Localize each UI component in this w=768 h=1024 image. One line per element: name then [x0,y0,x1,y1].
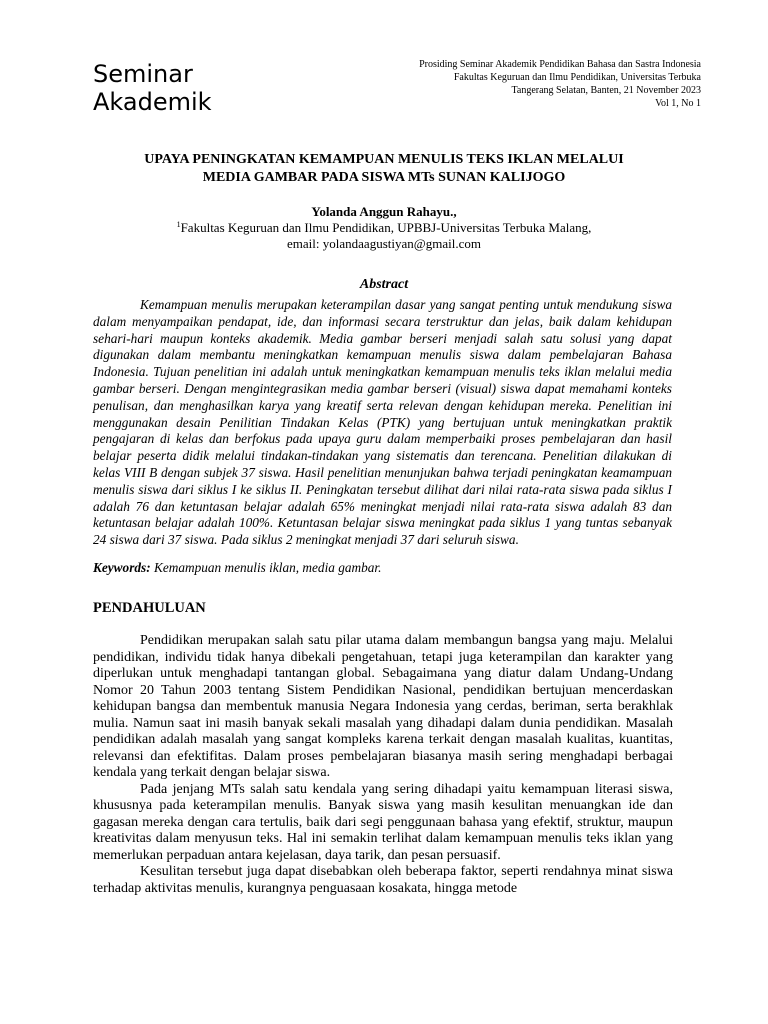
section-body [93,633,673,897]
affiliation-text: Fakultas Keguruan dan Ilmu Pendidikan, UPBBJ-Universitas Terbuka Malang, [180,220,592,235]
section-heading: PENDAHULUAN [93,600,206,616]
abstract-text: Kemampuan menulis merupakan keterampilan dasar yang sangat penting untuk mendukung siswa dalam menyampaikan pendapat, ide, dan informasi secara terstruktur dan jelas, baik dalam kehidupan sehari-hari maupun konteks akademik. Media gambar berseri menjadi salah satu solusi yang dapat digunakan dalam membantu meningkatkan kemampuan menulis siswa dalam pembelajaran Bahasa Indonesia. Tujuan penelitian ini adalah untuk meningkatkan kemampuan menulis teks iklan melalui media gambar berseri. Dengan mengintegrasikan media gambar berseri (visual) siswa dapat memahami konteks penulisan, dan menghasilkan karya yang kreatif serta relevan dengan kehidupan mereka. Penelitian ini menggunakan desain Penilitian Tindakan Kelas (PTK) yang bertujuan untuk meningkatkan praktik pengajaran di kelas dan berfokus pada upaya guru dalam memperbaiki proses pembelajaran dan hasil belajar peserta didik melalui tindakan-tindakan yang sistematis dan terencana. Penelitian dilakukan di kelas VIII B dengan subjek 37 siswa. Hasil penelitian menunjukan bahwa terjadi peningkatan keamampuan menulis siswa dari siklus I ke siklus II. Peningkatan tersebut dilihat dari nilai rata-rata siswa pada siklus I adalah 76 dan ketuntasan belajar adalah 65% meningkat menjadi nilai rata-rata siswa adalah 83 dan ketuntasan belajar adalah 100%. Ketuntasan belajar siswa meningkat pada siklus 1 yang tuntas sebanyak 24 siswa dari 37 siswa. Pada siklus 2 meningkat menjadi 37 dari seluruh siswa. [93,297,672,548]
body-paragraph: Pada jenjang MTs salah satu kendala yang sering dihadapi yaitu kemampuan literasi siswa, khususnya pada keterampilan menulis. Banyak siswa yang masih kesulitan menuangkan ide dan gagasan mereka dengan cara tertulis, baik dari segi penggunaan bahasa yang efektif, struktur, maupun kreativitas dalam menyusun teks. Hal ini semakin terlihat dalam kemampuan menulis teks iklan yang memerlukan perpaduan antara kejelasan, daya tarik, dan pesan persuasif. [93,781,673,863]
author-email: email: yolandaagustiyan@gmail.com [287,236,481,251]
header-line-4: Vol 1, No 1 [655,98,701,109]
header-line-3: Tangerang Selatan, Banten, 21 November 2023 [511,85,701,96]
paper-title [80,151,688,187]
abstract-heading: Abstract [359,277,409,292]
proceedings-header [341,58,701,110]
title-line-1: UPAYA PENINGKATAN KEMAMPUAN MENULIS TEKS IKLAN MELALUI [144,152,624,167]
author-block [80,204,688,252]
body-paragraph: Pendidikan merupakan salah satu pilar utama dalam membangun bangsa yang maju. Melalui pendidikan, individu tidak hanya dibekali pengetahuan, tetapi juga keterampilan dan karakter yang diperlukan untuk menghadapi tantangan global. Sebagaimana yang diatur dalam Undang-Undang Nomor 20 Tahun 2003 tentang Sistem Pendidikan Nasional, pendidikan bertujuan mencerdaskan kehidupan bangsa dan membentuk manusia Negara Indonesia yang cerdas, beriman, serta berakhlak mulia. Namun saat ini masih banyak sekali masalah yang dihadapi dalam dunia pendidikan. Masalah pendidikan adalah masalah yang sangat kompleks karena terkait dengan masalah kualitas, kuantitas, relevansi dan efektifitas. Dalam proses pembelajaran biasanya masih sering menghadapi berbagai kendala yang terkait dengan belajar siswa. [93,633,673,780]
author-affiliation [80,220,688,236]
keywords [93,559,672,576]
journal-brand [93,60,212,116]
title-line-2: MEDIA GAMBAR PADA SISWA MTs SUNAN KALIJOGO [202,170,566,185]
brand-line-2: Akademik [93,88,212,116]
affiliation-marker: 1 [176,220,181,229]
keywords-text: Kemampuan menulis iklan, media gambar. [150,560,382,575]
brand-line-1: Seminar [93,60,193,88]
body-paragraph: Kesulitan tersebut juga dapat disebabkan oleh beberapa faktor, seperti rendahnya minat siswa terhadap aktivitas menulis, kurangnya penguasaan kosakata, hingga metode [93,864,673,896]
header-line-1: Prosiding Seminar Akademik Pendidikan Bahasa dan Sastra Indonesia [419,59,701,70]
header-line-2: Fakultas Keguruan dan Ilmu Pendidikan, Universitas Terbuka [453,72,701,83]
keywords-label: Keywords: [93,560,151,575]
author-name: Yolanda Anggun Rahayu., [311,204,457,219]
